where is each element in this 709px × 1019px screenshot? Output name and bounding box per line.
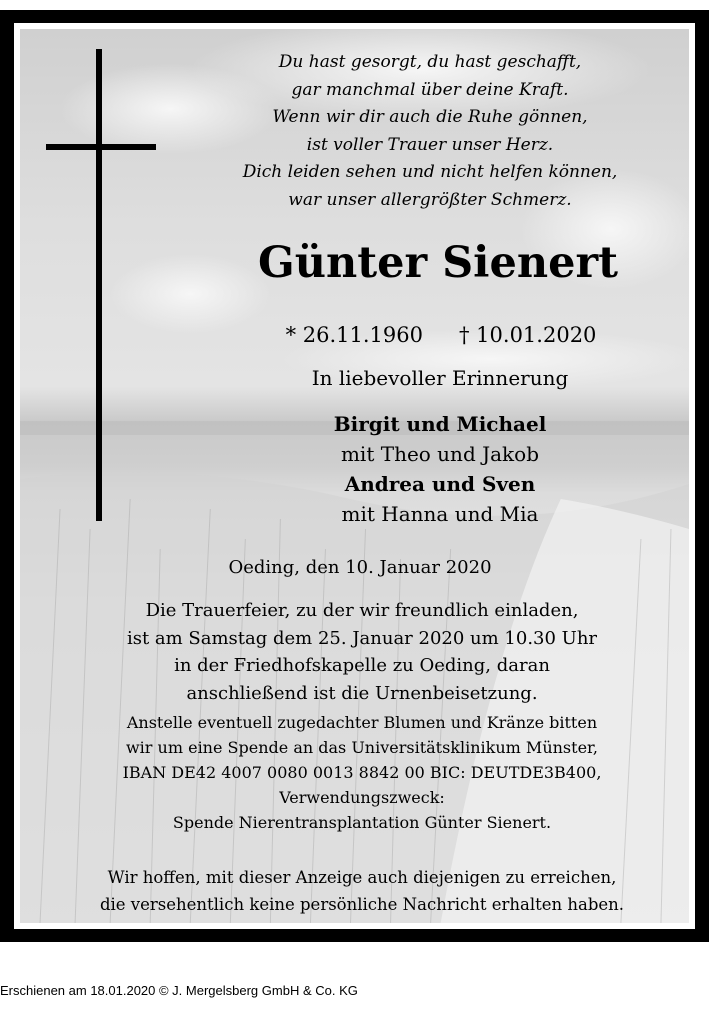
ceremony-line: Die Trauerfeier, zu der wir freundlich einladen, [145, 600, 579, 621]
ceremony-line: in der Friedhofskapelle zu Oeding, daran [174, 655, 550, 676]
obituary-inner-frame [14, 23, 695, 929]
obituary-border [0, 10, 709, 942]
ceremony-info [20, 597, 689, 707]
closing-line: die versehentlich keine persönliche Nachricht erhalten haben. [99, 894, 625, 914]
place-date: Oeding, den 10. Januar 2020 [228, 557, 492, 578]
ceremony-line: anschließend ist die Urnenbeisetzung. [186, 682, 538, 704]
deceased-name: Günter Sienert [258, 238, 618, 288]
family-line: mit Hanna und Mia [341, 502, 539, 526]
remembrance-text: In liebevoller Erinnerung [311, 366, 569, 390]
poem-line: war unser allergrößter Schmerz. [288, 189, 572, 210]
donation-info [20, 710, 689, 835]
closing-line: Wir hoffen, mit dieser Anzeige auch diejenigen zu erreichen, [107, 868, 617, 887]
ceremony-line: ist am Samstag dem 25. Januar 2020 um 10.30 Uhr [126, 627, 598, 649]
life-dates [256, 319, 626, 351]
poem-line: ist voller Trauer unser Herz. [306, 134, 554, 155]
poem-line: Dich leiden sehen und nicht helfen können, [242, 162, 618, 182]
poem-line: Du hast gesorgt, du hast geschafft, [278, 52, 582, 72]
obituary-panel [20, 29, 689, 923]
publication-footer: Erschienen am 18.01.2020 © J. Mergelsberg GmbH & Co. KG [0, 983, 358, 998]
poem-line: Wenn wir dir auch die Ruhe gönnen, [272, 107, 588, 127]
cross-icon-bar [46, 144, 156, 150]
donation-line: Verwendungszweck: [279, 788, 445, 807]
donation-line: wir um eine Spende an das Universitätsklinikum Münster, [125, 738, 599, 757]
poem [170, 49, 689, 214]
donation-line: Anstelle eventuell zugedachter Blumen und Kränze bitten [126, 713, 598, 732]
cross-icon [96, 49, 102, 521]
donation-line: Spende Nierentransplantation Günter Sienert. [172, 813, 552, 832]
family-line: mit Theo und Jakob [340, 442, 540, 466]
poem-line: gar manchmal über deine Kraft. [291, 79, 569, 100]
family-line: Andrea und Sven [344, 472, 536, 496]
family-list [140, 409, 689, 529]
family-line: Birgit und Michael [333, 412, 547, 436]
death-date: † 10.01.2020 [459, 323, 597, 347]
donation-line: IBAN DE42 4007 0080 0013 8842 00 BIC: DEUTDE3B400, [122, 763, 602, 782]
birth-date: * 26.11.1960 [285, 323, 423, 347]
closing-note [20, 865, 689, 918]
